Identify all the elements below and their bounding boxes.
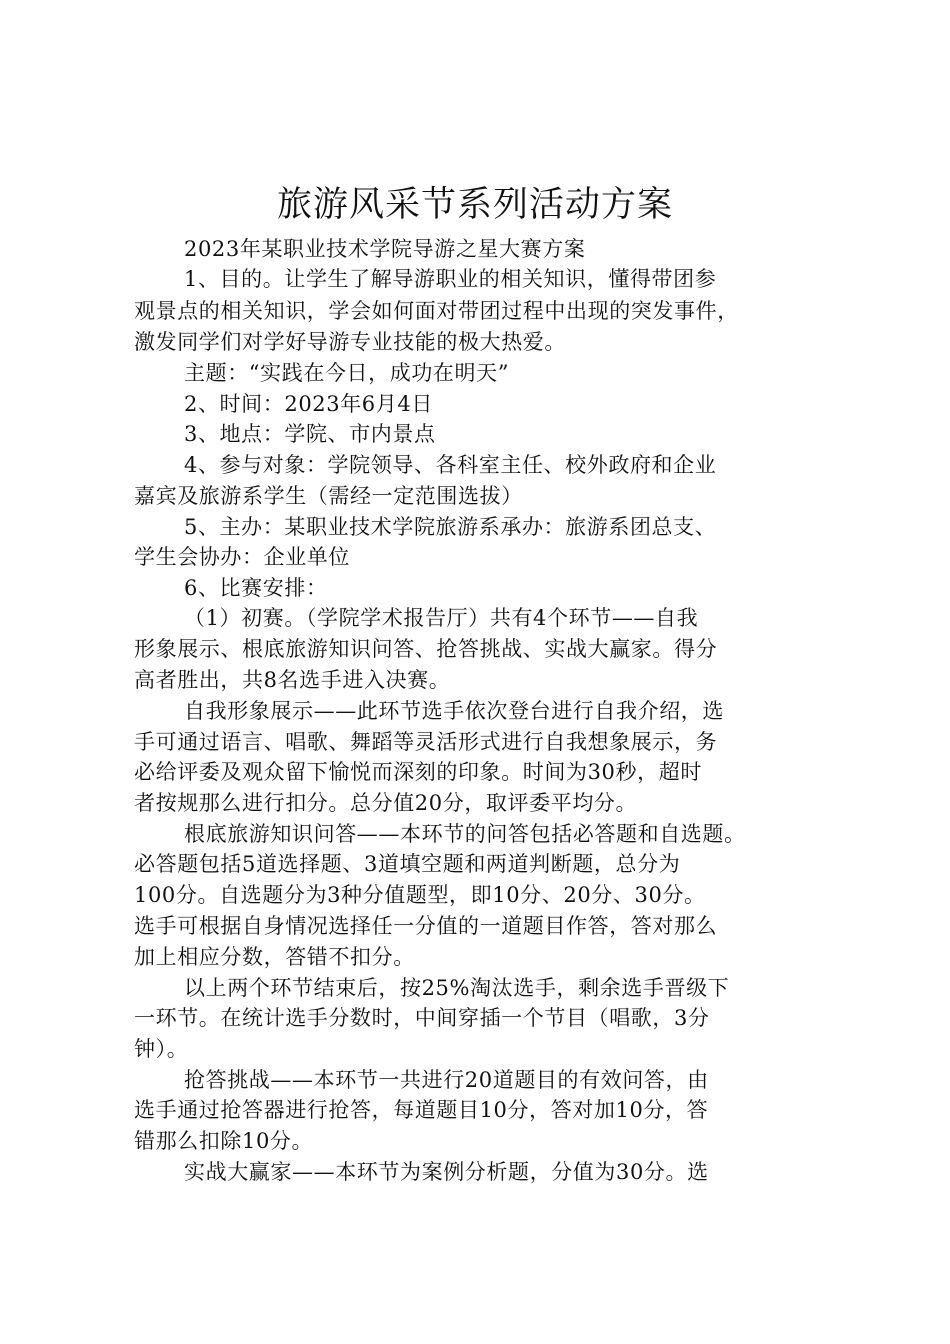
paragraph-line: 手可通过语言、唱歌、舞蹈等灵活形式进行自我想象展示，务: [134, 730, 718, 754]
paragraph-line: 以上两个环节结束后，按25%淘汰选手，剩余选手晋级下: [184, 976, 730, 1000]
paragraph-line: （1）初赛。（学院学术报告厅）共有4个环节——自我: [184, 606, 699, 630]
paragraph-line: 形象展示、根底旅游知识问答、抢答挑战、实战大赢家。得分: [134, 637, 718, 661]
document-title: 旅游风采节系列活动方案: [276, 185, 673, 225]
paragraph-line: 主题：“实践在今日，成功在明天”: [184, 361, 510, 385]
paragraph-line: 加上相应分数，答错不扣分。: [134, 945, 415, 969]
paragraph-line: 错那么扣除10分。: [134, 1129, 314, 1153]
paragraph-line: 选手通过抢答器进行抢答，每道题目10分，答对加10分，答: [134, 1098, 709, 1122]
paragraph-line: 选手可根据自身情况选择任一分值的一道题目作答，答对那么: [134, 914, 718, 938]
paragraph-line: 高者胜出，共8名选手进入决赛。: [134, 668, 451, 692]
paragraph-line: 4、参与对象：学院领导、各科室主任、校外政府和企业: [184, 453, 717, 477]
paragraph-line: 抢答挑战——本环节一共进行20道题目的有效问答，由: [184, 1068, 709, 1092]
paragraph-line: 必答题包括5道选择题、3道填空题和两道判断题，总分为: [134, 852, 681, 876]
paragraph-line: 6、比赛安排：: [184, 576, 328, 600]
paragraph-line: 观景点的相关知识，学会如何面对带团过程中出现的突发事件，: [134, 299, 739, 323]
paragraph-line: 2、时间：2023年6月4日: [184, 392, 433, 416]
paragraph-line: 100分。自选题分为3种分值题型，即10分、20分、30分。: [134, 883, 706, 907]
paragraph-line: 自我形象展示——此环节选手依次登台进行自我介绍，选: [184, 699, 724, 723]
paragraph-line: 者按规那么进行扣分。总分值20分，取评委平均分。: [134, 791, 638, 815]
paragraph-line: 嘉宾及旅游系学生（需经一定范围选拔）: [134, 484, 523, 508]
paragraph-line: 1、目的。让学生了解导游职业的相关知识，懂得带团参: [184, 267, 717, 291]
paragraph-line: 学生会协办：企业单位: [134, 545, 350, 569]
paragraph-line: 根底旅游知识问答——本环节的问答包括必答题和自选题。: [184, 822, 746, 846]
paragraph-line: 激发同学们对学好导游专业技能的极大热爱。: [134, 330, 566, 354]
paragraph-line: 钟）。: [134, 1037, 189, 1061]
paragraph-line: 一环节。在统计选手分数时，中间穿插一个节目（唱歌，3分: [134, 1006, 710, 1030]
paragraph-line: 实战大赢家——本环节为案例分析题，分值为30分。选: [184, 1160, 709, 1184]
subtitle-line: 2023年某职业技术学院导游之星大赛方案: [184, 237, 586, 261]
paragraph-line: 5、主办：某职业技术学院旅游系承办：旅游系团总支、: [184, 515, 717, 539]
paragraph-line: 必给评委及观众留下愉悦而深刻的印象。时间为30秒，超时: [134, 760, 702, 784]
paragraph-line: 3、地点：学院、市内景点: [184, 422, 436, 446]
